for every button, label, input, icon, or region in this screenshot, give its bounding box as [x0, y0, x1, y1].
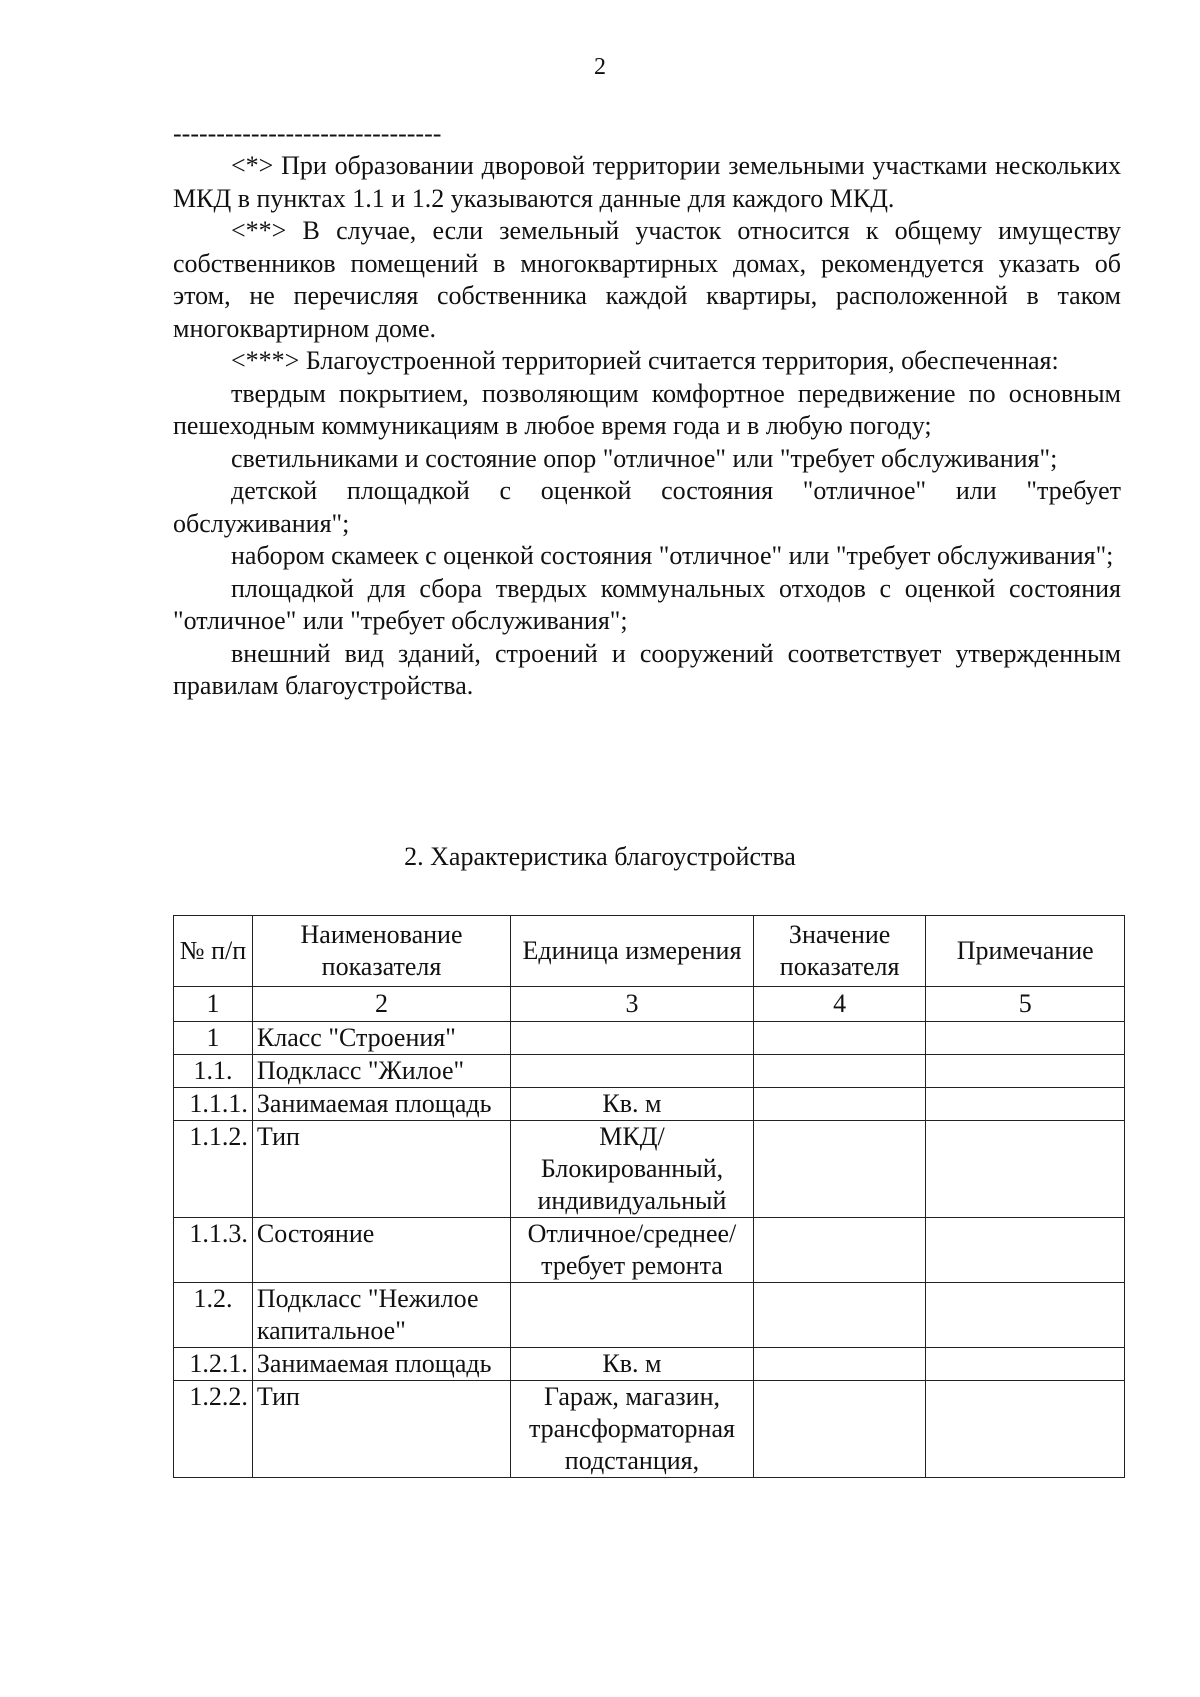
row-name: Класс "Строения": [252, 1022, 510, 1055]
row-note: [926, 1381, 1125, 1478]
table-row: [174, 1088, 1125, 1121]
row-number: 1: [174, 1022, 253, 1055]
row-name: Тип: [252, 1121, 510, 1218]
header-number: № п/п: [174, 916, 253, 987]
table-row: [174, 1283, 1125, 1348]
criterion-waste-site: площадкой для сбора твердых коммунальных отходов с оценкой состояния "отличное" или "требует обслуживания";: [173, 573, 1121, 635]
row-unit: Кв. м: [511, 1088, 754, 1121]
row-note: [926, 1348, 1125, 1381]
row-value: [753, 1381, 926, 1478]
criterion-lighting: светильниками и состояние опор "отличное" или "требует обслуживания";: [231, 443, 1058, 473]
row-unit: [511, 1022, 754, 1055]
row-unit: [511, 1283, 754, 1348]
row-unit: Кв. м: [511, 1348, 754, 1381]
column-index: 3: [511, 987, 754, 1022]
table-row: [174, 1022, 1125, 1055]
column-index: 5: [926, 987, 1125, 1022]
row-number: 1.2.: [174, 1283, 253, 1348]
table-header-row: [174, 916, 1125, 987]
column-index-row: [174, 987, 1125, 1022]
criterion-building-appearance: внешний вид зданий, строений и сооружений соответствует утвержденным правилам благоустройства.: [173, 638, 1121, 700]
row-number: 1.1.: [174, 1055, 253, 1088]
characteristics-table: [173, 915, 1125, 1478]
row-number: 1.1.2.: [174, 1121, 253, 1218]
row-unit: [511, 1055, 754, 1088]
footnote-2: <**> В случае, если земельный участок относится к общему имуществу собственников помещений в многоквартирных домах, рекомендуется указать об этом, не перечисляя собственника каждой квартиры, расположенной в таком многоквартирном доме.: [173, 216, 1121, 343]
page-number: 2: [594, 54, 606, 80]
header-unit: Единица измерения: [511, 916, 754, 987]
row-value: [753, 1348, 926, 1381]
header-note: Примечание: [926, 916, 1125, 987]
row-number: 1.1.3.: [174, 1218, 253, 1283]
row-note: [926, 1283, 1125, 1348]
row-unit: Отличное/среднее/ требует ремонта: [511, 1218, 754, 1283]
row-name: Подкласс "Нежилое капитальное": [252, 1283, 510, 1348]
row-name: Тип: [252, 1381, 510, 1478]
header-indicator-name: Наименование показателя: [252, 916, 510, 987]
column-index: 1: [174, 987, 253, 1022]
criterion-benches: набором скамеек с оценкой состояния "отличное" или "требует обслуживания";: [231, 541, 1114, 570]
row-number: 1.2.2.: [174, 1381, 253, 1478]
section-title: 2. Характеристика благоустройства: [404, 842, 796, 871]
row-name: Занимаемая площадь: [252, 1348, 510, 1381]
row-number: 1.1.1.: [174, 1088, 253, 1121]
row-number: 1.2.1.: [174, 1348, 253, 1381]
row-name: Состояние: [252, 1218, 510, 1283]
table-row: [174, 1055, 1125, 1088]
criterion-surface: твердым покрытием, позволяющим комфортное передвижение по основным пешеходным коммуникациям в любое время года и в любую погоду;: [173, 378, 1121, 440]
table-row: [174, 1381, 1125, 1478]
footnotes: [173, 118, 1121, 703]
row-value: [753, 1022, 926, 1055]
row-value: [753, 1055, 926, 1088]
row-unit: МКД/ Блокированный, индивидуальный: [511, 1121, 754, 1218]
row-note: [926, 1088, 1125, 1121]
row-name: Подкласс "Жилое": [252, 1055, 510, 1088]
row-note: [926, 1121, 1125, 1218]
row-note: [926, 1022, 1125, 1055]
row-value: [753, 1121, 926, 1218]
footnote-1: <*> При образовании дворовой территории земельными участками нескольких МКД в пунктах 1.1 и 1.2 указываются данные для каждого МКД.: [173, 151, 1121, 213]
table-row: [174, 1121, 1125, 1218]
footnote-separator: -------------------------------: [173, 119, 442, 148]
footnote-3: <***> Благоустроенной территорией считается территория, обеспеченная:: [231, 346, 1059, 375]
header-value: Значение показателя: [753, 916, 926, 987]
row-name: Занимаемая площадь: [252, 1088, 510, 1121]
column-index: 2: [252, 987, 510, 1022]
table-row: [174, 1348, 1125, 1381]
row-note: [926, 1218, 1125, 1283]
row-value: [753, 1283, 926, 1348]
row-note: [926, 1055, 1125, 1088]
column-index: 4: [753, 987, 926, 1022]
row-value: [753, 1088, 926, 1121]
row-unit: Гараж, магазин, трансформаторная подстанция,: [511, 1381, 754, 1478]
criterion-playground: детской площадкой с оценкой состояния "отличное" или "требует обслуживания";: [173, 476, 1121, 538]
row-value: [753, 1218, 926, 1283]
table-row: [174, 1218, 1125, 1283]
